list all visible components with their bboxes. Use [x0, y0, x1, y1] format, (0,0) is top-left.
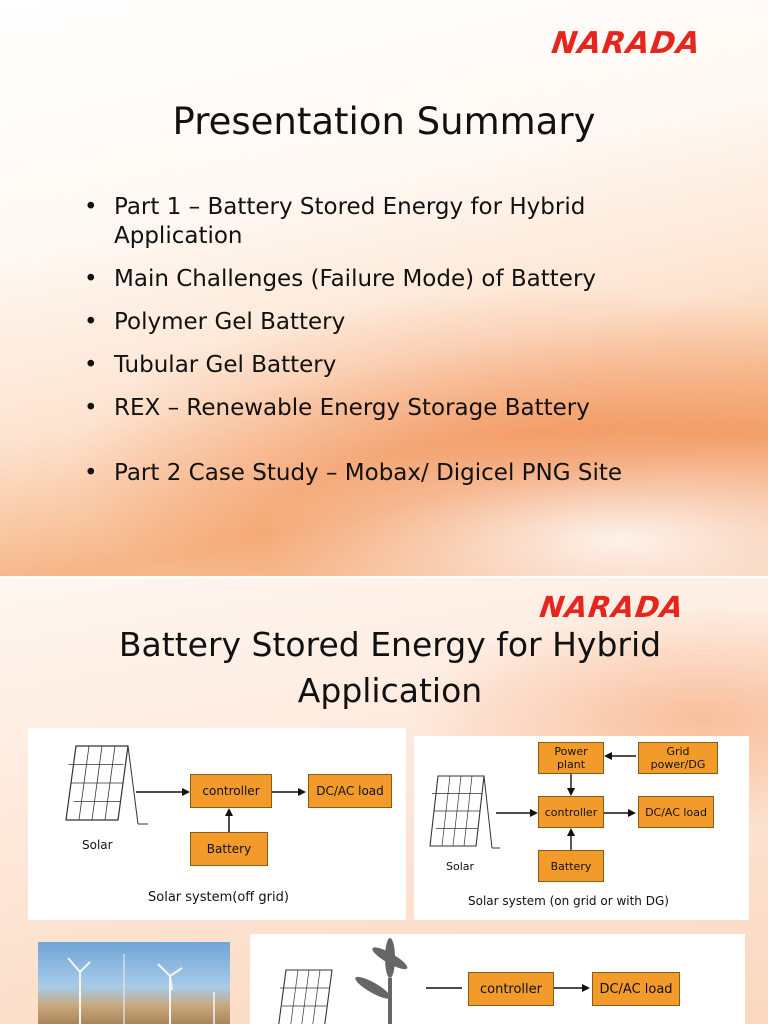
bullet-item: • REX – Renewable Energy Storage Battery	[84, 395, 590, 421]
diagram-caption: Solar system(off grid)	[148, 890, 289, 905]
slide-title: Battery Stored Energy for Hybrid Application	[118, 625, 662, 710]
solar-label: Solar	[446, 860, 475, 873]
diagram-hybrid	[250, 934, 745, 1024]
diagram-caption: Solar system (on grid or with DG)	[468, 894, 669, 908]
controller-box: controller	[190, 774, 272, 808]
bullet-dot-icon: •	[84, 352, 98, 378]
slide-battery-stored-energy	[0, 578, 768, 1024]
diagram-on-grid	[414, 736, 749, 920]
bullet-dot-icon: •	[84, 266, 98, 292]
controller-box: controller	[468, 972, 554, 1006]
bullet-dot-icon: •	[84, 395, 98, 421]
narada-logo: NARADA	[549, 26, 704, 61]
wind-turbine-icon	[38, 942, 230, 1024]
bullet-item: • Part 1 – Battery Stored Energy for Hybrid Application	[84, 194, 586, 249]
bullet-item: • Part 2 Case Study – Mobax/ Digicel PNG Site	[84, 460, 623, 486]
bullet-dot-icon: •	[84, 460, 98, 486]
load-box: DC/AC load	[308, 774, 392, 808]
solar-label: Solar	[82, 838, 113, 852]
load-box: DC/AC load	[592, 972, 680, 1006]
bullet-item: • Tubular Gel Battery	[84, 352, 337, 378]
bullet-dot-icon: •	[84, 309, 98, 335]
narada-logo: NARADA	[537, 590, 687, 624]
battery-box: Battery	[190, 832, 268, 866]
grid-power-box: Grid power/DG	[638, 742, 718, 774]
diagram-off-grid	[28, 728, 406, 920]
bullet-item: • Polymer Gel Battery	[84, 309, 346, 335]
summary-bullet-list	[84, 193, 694, 502]
slide-title: Presentation Summary	[172, 100, 596, 143]
battery-box: Battery	[538, 850, 604, 882]
wind-turbine-photo	[38, 942, 230, 1024]
bullet-dot-icon: •	[84, 194, 98, 220]
controller-box: controller	[538, 796, 604, 828]
power-plant-box: Power plant	[538, 742, 604, 774]
load-box: DC/AC load	[638, 796, 714, 828]
bullet-item: • Main Challenges (Failure Mode) of Battery	[84, 266, 597, 292]
